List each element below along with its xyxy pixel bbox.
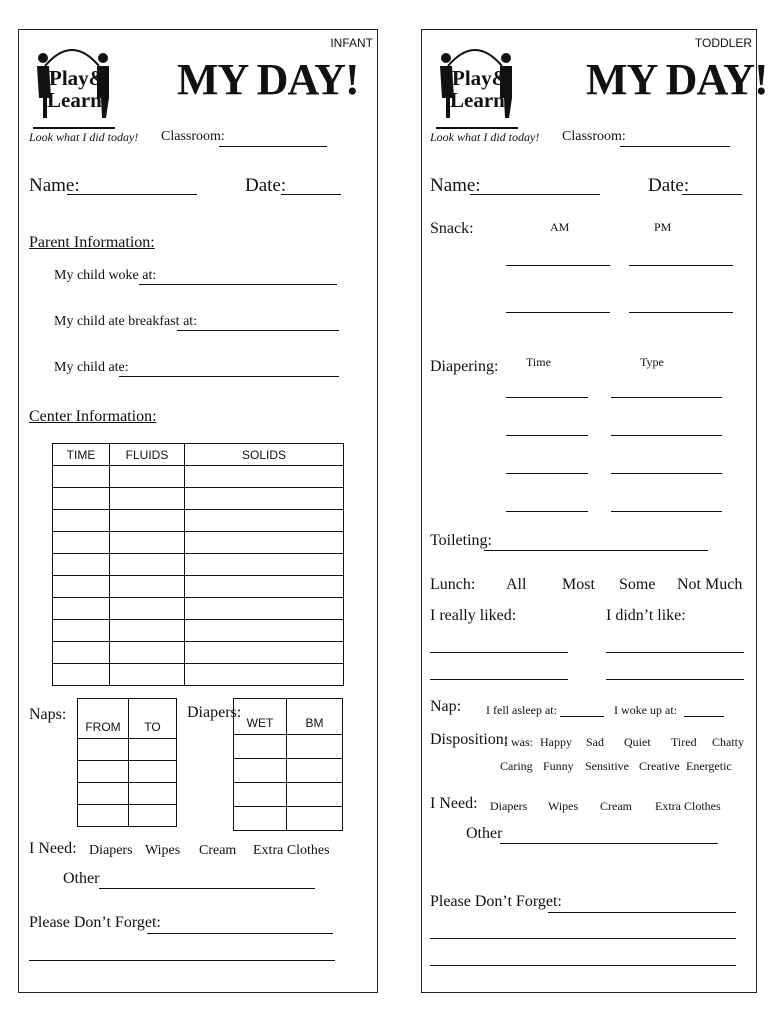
lunch-most[interactable]: Most (562, 576, 595, 593)
liked-field-1[interactable] (430, 652, 568, 653)
woke-up-field[interactable] (684, 716, 724, 717)
diaper-time-field[interactable] (506, 435, 588, 436)
disposition-funny[interactable]: Funny (543, 759, 574, 773)
diapering-type-label: Type (640, 355, 664, 369)
classroom-field[interactable] (219, 146, 327, 147)
feeding-header-fluids: FLUIDS (110, 444, 185, 466)
liked-label: I really liked: (430, 607, 517, 624)
snack-am-label: AM (550, 220, 570, 234)
logo-text-play: Play& (49, 66, 107, 90)
other-label: Other (466, 825, 503, 842)
i-was-label: I was: (504, 735, 533, 749)
diapering-time-label: Time (526, 355, 551, 369)
woke-up-label: I woke up at: (614, 703, 677, 717)
feeding-header-solids: SOLIDS (185, 444, 344, 466)
name-label: Name: (430, 175, 481, 196)
infant-tag: INFANT (330, 36, 373, 50)
disposition-chatty[interactable]: Chatty (712, 735, 744, 749)
diapers-table (233, 698, 343, 831)
fell-asleep-field[interactable] (560, 716, 604, 717)
need-cream[interactable]: Cream (199, 843, 237, 858)
need-label: I Need: (430, 795, 478, 812)
disliked-label: I didn’t like: (606, 607, 686, 624)
diaper-type-field[interactable] (611, 397, 722, 398)
nap-row[interactable] (78, 761, 177, 783)
classroom-label: Classroom: (562, 129, 626, 144)
need-extra-clothes[interactable]: Extra Clothes (253, 843, 330, 858)
need-cream[interactable]: Cream (600, 799, 632, 813)
date-label: Date: (648, 175, 690, 196)
disposition-energetic[interactable]: Energetic (686, 759, 732, 773)
feeding-row[interactable] (53, 532, 344, 554)
lunch-not-much[interactable]: Not Much (677, 576, 743, 593)
diaper-row[interactable] (234, 759, 343, 783)
feeding-row[interactable] (53, 488, 344, 510)
dont-forget-label: Please Don’t Forget: (430, 893, 562, 910)
dont-forget-label: Please Don’t Forget: (29, 914, 161, 931)
nap-label: Nap: (430, 698, 462, 715)
page-title: MY DAY! (586, 55, 768, 104)
disposition-creative[interactable]: Creative (639, 759, 680, 773)
date-field[interactable] (682, 194, 742, 195)
lunch-some[interactable]: Some (619, 576, 656, 593)
disliked-field-1[interactable] (606, 652, 744, 653)
diaper-type-field[interactable] (611, 435, 722, 436)
nap-row[interactable] (78, 739, 177, 761)
diapers-header-wet: WET (234, 699, 287, 735)
dont-forget-field-3[interactable] (430, 965, 736, 966)
diaper-time-field[interactable] (506, 397, 588, 398)
dont-forget-field-1[interactable] (548, 912, 736, 913)
feeding-row[interactable] (53, 554, 344, 576)
need-extra-clothes[interactable]: Extra Clothes (655, 799, 721, 813)
fell-asleep-label: I fell asleep at: (486, 703, 557, 717)
toileting-field[interactable] (484, 550, 708, 551)
diaper-type-field[interactable] (611, 473, 722, 474)
disposition-sensitive[interactable]: Sensitive (585, 759, 629, 773)
other-field[interactable] (99, 888, 315, 889)
diapering-label: Diapering: (430, 358, 499, 375)
date-field[interactable] (281, 194, 341, 195)
snack-am-field-2[interactable] (506, 312, 610, 313)
ate-label: My child ate: (54, 360, 129, 375)
logo-text-learn: Learn (47, 88, 102, 112)
snack-pm-label: PM (654, 220, 672, 234)
naps-table (77, 698, 177, 827)
feeding-row[interactable] (53, 576, 344, 598)
diapers-label: Diapers: (187, 704, 242, 721)
snack-label: Snack: (430, 220, 474, 237)
play-and-learn-logo (27, 36, 117, 131)
name-label: Name: (29, 175, 80, 196)
woke-label: My child woke at: (54, 268, 157, 283)
name-field[interactable] (470, 194, 600, 195)
parent-info-heading: Parent Information: (29, 234, 155, 251)
feeding-row[interactable] (53, 642, 344, 664)
disposition-quiet[interactable]: Quiet (624, 735, 651, 749)
toddler-form (421, 29, 768, 993)
disliked-field-2[interactable] (606, 679, 744, 680)
feeding-row[interactable] (53, 598, 344, 620)
lunch-label: Lunch: (430, 576, 476, 593)
need-wipes[interactable]: Wipes (548, 799, 579, 813)
nap-row[interactable] (78, 805, 177, 827)
snack-pm-field-2[interactable] (629, 312, 733, 313)
disposition-happy[interactable]: Happy (540, 735, 572, 749)
center-info-heading: Center Information: (29, 408, 157, 425)
feeding-row[interactable] (53, 620, 344, 642)
logo-text-learn: Learn (450, 88, 505, 112)
feeding-row[interactable] (53, 466, 344, 488)
naps-label: Naps: (29, 706, 67, 723)
woke-field[interactable] (139, 284, 337, 285)
feeding-header-time: TIME (53, 444, 110, 466)
snack-am-field-1[interactable] (506, 265, 610, 266)
dont-forget-field-1[interactable] (147, 933, 333, 934)
diaper-row[interactable] (234, 807, 343, 831)
tagline: Look what I did today! (430, 130, 540, 144)
breakfast-label: My child ate breakfast at: (54, 314, 198, 329)
nap-row[interactable] (78, 783, 177, 805)
diaper-row[interactable] (234, 735, 343, 759)
page-title: MY DAY! (177, 55, 359, 104)
need-wipes[interactable]: Wipes (145, 843, 181, 858)
name-field[interactable] (67, 194, 197, 195)
dont-forget-field-2[interactable] (29, 960, 335, 961)
diaper-row[interactable] (234, 783, 343, 807)
tagline: Look what I did today! (29, 130, 139, 144)
snack-pm-field-1[interactable] (629, 265, 733, 266)
date-label: Date: (245, 175, 287, 196)
disposition-caring[interactable]: Caring (500, 759, 533, 773)
dont-forget-field-2[interactable] (430, 938, 736, 939)
need-label: I Need: (29, 840, 77, 857)
naps-header-to: TO (129, 699, 177, 739)
disposition-label: Disposition: (430, 731, 509, 748)
other-label: Other (63, 870, 100, 887)
disposition-sad[interactable]: Sad (586, 735, 604, 749)
liked-field-2[interactable] (430, 679, 568, 680)
classroom-label: Classroom: (161, 129, 225, 144)
naps-header-from: FROM (78, 699, 129, 739)
need-diapers[interactable]: Diapers (490, 799, 528, 813)
ate-field[interactable] (119, 376, 339, 377)
other-field[interactable] (500, 843, 718, 844)
need-diapers[interactable]: Diapers (89, 843, 133, 858)
diaper-time-field[interactable] (506, 511, 588, 512)
diaper-type-field[interactable] (611, 511, 722, 512)
breakfast-field[interactable] (177, 330, 339, 331)
toileting-label: Toileting: (430, 532, 492, 549)
logo-text-play: Play& (452, 66, 510, 90)
classroom-field[interactable] (620, 146, 730, 147)
feeding-table (52, 443, 344, 686)
diapers-header-bm: BM (287, 699, 343, 735)
diaper-time-field[interactable] (506, 473, 588, 474)
lunch-all[interactable]: All (506, 576, 527, 593)
play-and-learn-logo (430, 36, 520, 131)
disposition-tired[interactable]: Tired (671, 735, 697, 749)
infant-form (18, 29, 378, 993)
feeding-row[interactable] (53, 664, 344, 686)
feeding-row[interactable] (53, 510, 344, 532)
toddler-tag: TODDLER (694, 36, 752, 50)
